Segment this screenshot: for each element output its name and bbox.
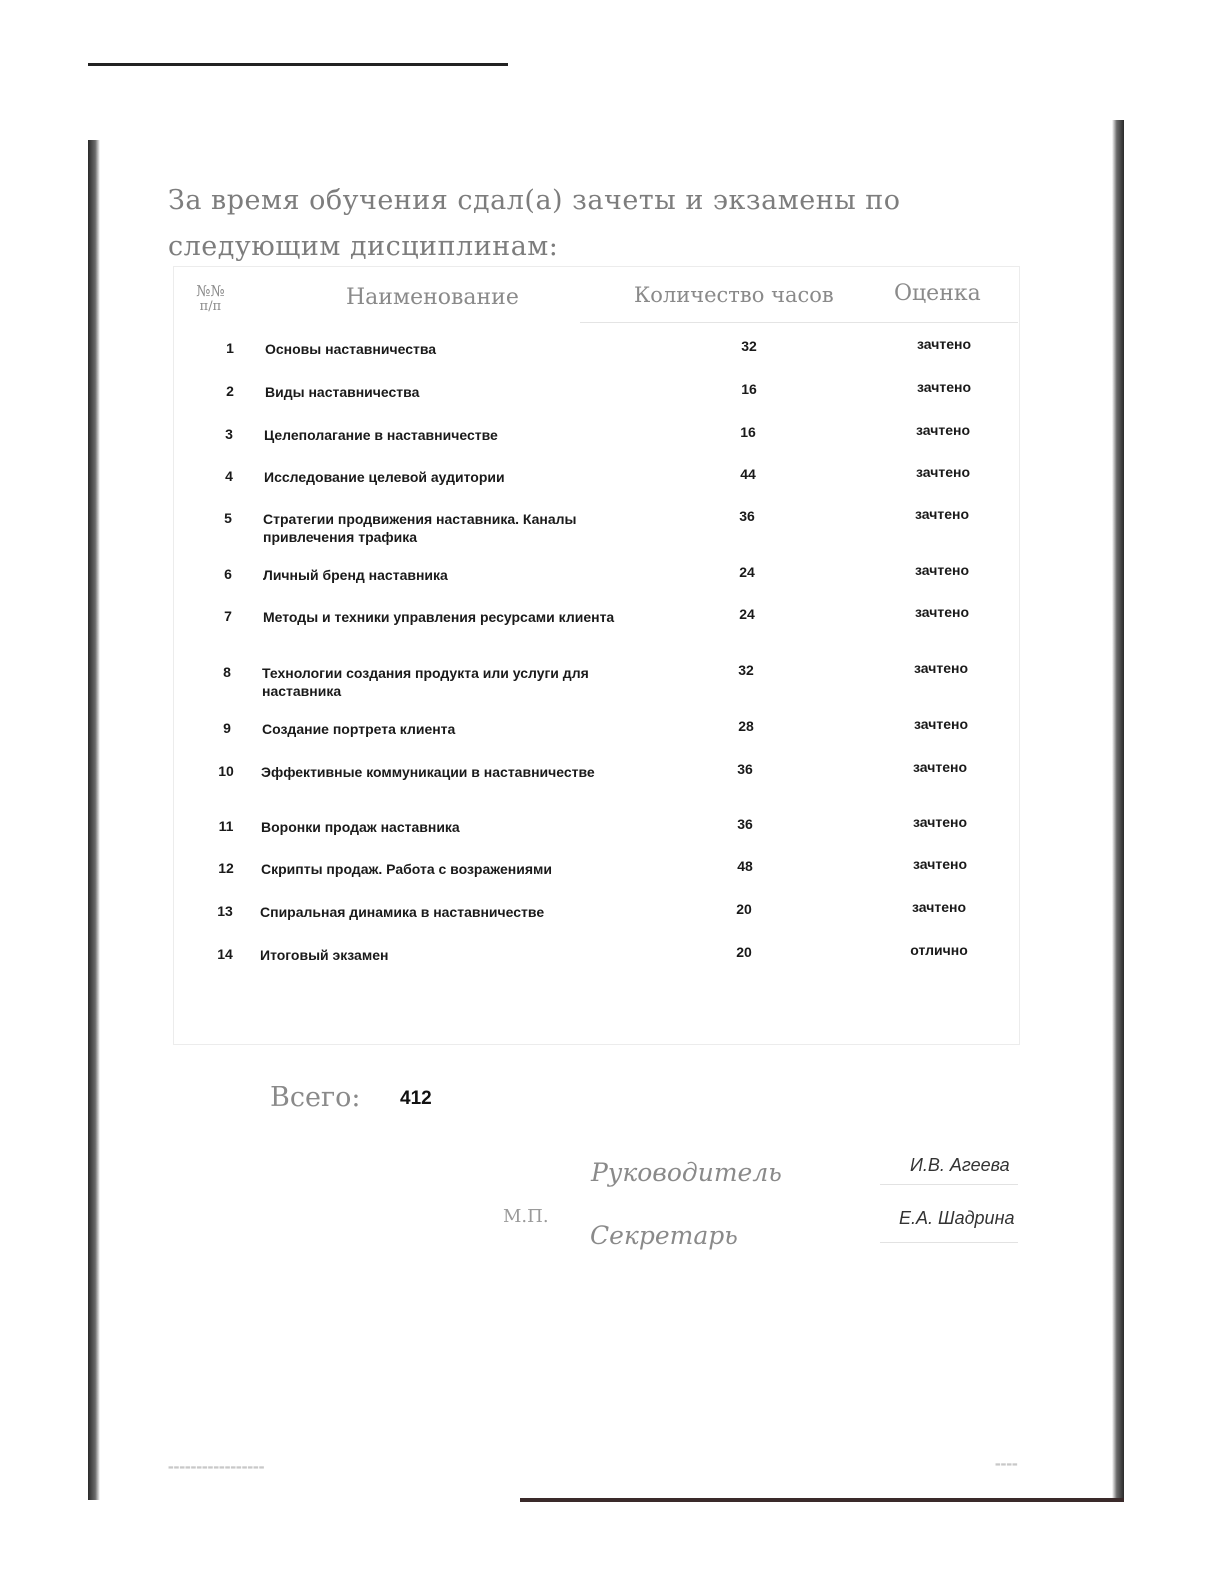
row-grade: зачтено: [917, 379, 971, 395]
row-grade: зачтено: [915, 506, 969, 522]
row-grade: зачтено: [912, 899, 966, 915]
row-discipline-name: Спиральная динамика в наставничестве: [260, 904, 545, 920]
scan-edge-left: [88, 140, 100, 1500]
row-number: 1: [226, 340, 234, 356]
row-grade: зачтено: [914, 716, 968, 732]
row-grade: зачтено: [915, 604, 969, 620]
row-discipline-name: Эффективные коммуникации в наставничестве: [261, 764, 595, 780]
row-number: 12: [218, 860, 234, 876]
row-number: 10: [218, 763, 234, 779]
column-header-number-sub: п/п: [199, 299, 222, 314]
secretary-name: Е.А. Шадрина: [899, 1208, 1015, 1228]
scan-edge-top: [88, 63, 508, 66]
row-number: 3: [225, 426, 233, 442]
secretary-role: Секретарь: [590, 1221, 738, 1250]
row-hours: 24: [739, 564, 755, 580]
secretary-signature-line: [880, 1242, 1018, 1243]
head-signature-line: [880, 1184, 1018, 1185]
row-number: 11: [218, 818, 234, 834]
column-header-name: Наименование: [346, 285, 519, 310]
total-value: 412: [400, 1088, 432, 1109]
row-discipline-name: Создание портрета клиента: [262, 721, 456, 737]
row-number: 6: [224, 566, 232, 582]
row-discipline-name: Воронки продаж наставника: [261, 819, 460, 835]
column-header-grade: Оценка: [894, 281, 981, 306]
row-hours: 32: [738, 662, 754, 678]
total-label: Всего:: [270, 1082, 361, 1113]
row-hours: 36: [737, 761, 753, 777]
row-discipline-name: Виды наставничества: [265, 384, 420, 400]
row-grade: зачтено: [913, 856, 967, 872]
row-number: 4: [225, 468, 233, 484]
row-number: 13: [217, 903, 233, 919]
row-hours: 32: [741, 338, 757, 354]
row-hours: 36: [737, 816, 753, 832]
row-hours: 20: [736, 901, 752, 917]
row-hours: 24: [739, 606, 755, 622]
row-discipline-name: Методы и техники управления ресурсами клиента: [263, 609, 615, 625]
scan-edge-right: [1112, 120, 1124, 1500]
row-discipline-name: Стратегии продвижения наставника. Каналы привлечения трафика: [263, 511, 577, 545]
head-role: Руководитель: [591, 1158, 782, 1187]
row-number: 7: [224, 608, 232, 624]
row-grade: зачтено: [915, 562, 969, 578]
row-number: 5: [224, 510, 232, 526]
row-grade: отлично: [910, 942, 968, 958]
page-heading: За время обучения сдал(а) зачеты и экзамены по следующим дисциплинам:: [168, 185, 901, 262]
row-hours: 16: [740, 424, 756, 440]
row-grade: зачтено: [914, 660, 968, 676]
row-hours: 16: [741, 381, 757, 397]
row-hours: 44: [740, 466, 756, 482]
row-hours: 28: [738, 718, 754, 734]
stamp-label: М.П.: [503, 1206, 549, 1227]
footer-order-info: ▬▬▬▬: [995, 1461, 1018, 1468]
column-header-hours: Количество часов: [634, 283, 834, 307]
row-grade: зачтено: [916, 422, 970, 438]
column-header-number: [178, 283, 243, 315]
row-grade: зачтено: [917, 336, 971, 352]
row-discipline-name: Целеполагание в наставничестве: [264, 427, 498, 443]
row-discipline-name: Итоговый экзамен: [260, 947, 389, 963]
row-discipline-name: Скрипты продаж. Работа с возражениями: [261, 861, 552, 877]
footer-print-info: ▬▬▬▬▬▬▬▬▬▬▬▬▬▬▬▬▬: [168, 1464, 265, 1471]
row-number: 9: [223, 720, 231, 736]
row-number: 8: [223, 664, 231, 680]
header-divider: [580, 322, 1018, 323]
row-grade: зачтено: [916, 464, 970, 480]
scan-edge-bottom: [520, 1498, 1124, 1502]
row-number: 14: [217, 946, 233, 962]
row-discipline-name: Основы наставничества: [265, 341, 437, 357]
row-grade: зачтено: [913, 759, 967, 775]
row-grade: зачтено: [913, 814, 967, 830]
row-discipline-name: Исследование целевой аудитории: [264, 469, 505, 485]
row-hours: 36: [739, 508, 755, 524]
row-hours: 48: [737, 858, 753, 874]
head-name: И.В. Агеева: [910, 1155, 1010, 1175]
row-number: 2: [226, 383, 234, 399]
row-discipline-name: Технологии создания продукта или услуги для наставника: [262, 665, 589, 699]
row-hours: 20: [736, 944, 752, 960]
column-header-number-label: №№: [196, 282, 225, 300]
row-discipline-name: Личный бренд наставника: [263, 567, 448, 583]
